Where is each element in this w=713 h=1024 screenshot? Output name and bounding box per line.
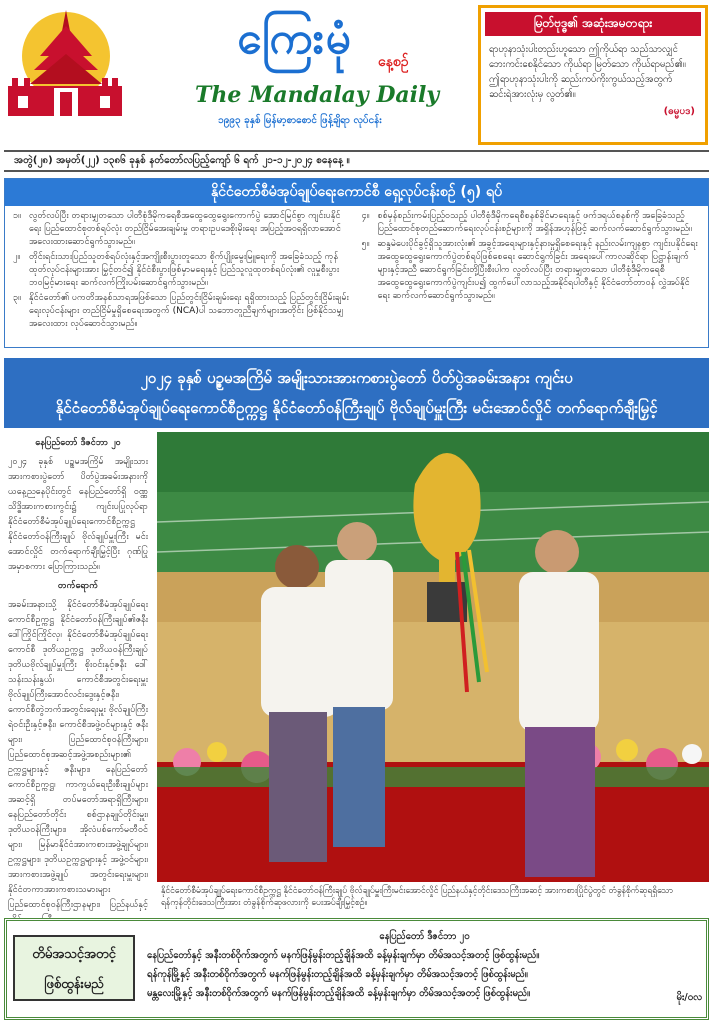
weather-row: မန္တလေးမြို့နှင့် အနီးတစ်ဝိုက်အတွက် မနက်ဖြန်မွန်းတည့်ချိန်အထိ ခန့်မှန်းချက်မှာ တိမ်အသင့်အတင့် ဖြစ်ထွန်းမည်။ (147, 988, 530, 999)
objective-item: ၂။ တိုင်းရင်းသားပြည်သူတစ်ရပ်လုံးနှင့်အကျိုးစီးပွားတူသော စိုက်ပျိုးမွေးမြူရေးကို အခြေခံသည့် ကုန်ထုတ်လုပ်ငန်းများအား မြှင့်တင်၍ နိုင်ငံစီးပွားဖြစ်မှာမရေးနှင့် ပြည်သူလူထုတစ်ရပ်လုံး၏ လူမှုစီးပွားဘဝမြင့်မားရေး ဆက်လက်ကြိုးပမ်းဆောင်ရွက်သွားမည်။ (13, 252, 340, 288)
person-middle (325, 522, 393, 847)
lead-article (4, 432, 152, 910)
buddha-teaching-box (478, 5, 708, 145)
weather-forecast-details (147, 927, 702, 1003)
article-paragraph: အခမ်းအနားသို့ နိုင်ငံတော်စီမံအုပ်ချုပ်ရေးကောင်စီဥက္ကဋ္ဌ နိုင်ငံတော်ဝန်ကြီးချုပ်၏ဇနီး ဒေါ်ကြိုင်ကြိုင်လှ၊ နိုင်ငံတော်စီမံအုပ်ချုပ်ရေးကောင်စီ ဒုတိယဥက္ကဋ္ဌ ဒုတိယဝန်ကြီးချုပ် ဒုတိယဗိုလ်ချုပ်မှူးကြီး စိုးဝင်းနှင့်ဇနီး ဒေါ်သန်းသန်းနွယ်၊ ကောင်စီအတွင်းရေးမှူး ဗိုလ်ချုပ်ကြီးအောင်လင်းဒွေးနှင့်ဇနီး၊ ကောင်စီတွဲဘက်အတွင်းရေးမှူး ဗိုလ်ချုပ်ကြီး ရဲဝင်းဦးနှင့်ဇနီး၊ ကောင်စီအဖွဲ့ဝင်များနှင့် ဇနီးများ၊ ပြည်ထောင်စုဝန်ကြီးများ၊ ပြည်ထောင်စုအဆင့်အဖွဲ့အစည်းများ၏ ဥက္ကဋ္ဌများနှင့် ဇနီးများ၊ နေပြည်တော်ကောင်စီဥက္ကဋ္ဌ၊ ကာကွယ်ရေးဦးစီးချုပ်များအဆင့်ရှိ တပ်မတော်အရာရှိကြီးများ၊ နေပြည်တော်တိုင်း စစ်ဌာနချုပ်တိုင်းမှူး၊ ဒုတိယဝန်ကြီးများ၊ အိုလံပစ်ကော်မတီဝင်များ၊ မြန်မာနိုင်ငံအားကစားအဖွဲ့ချုပ်များ၊ ဥက္ကဋ္ဌများ၊ ဒုတိယဥက္ကဋ္ဌများနှင့် အဖွဲ့ဝင်များ၊ အားကစားအဖွဲ့ချုပ် အတွင်းရေးမှူးများ၊ နိုင်ငံတကာအားကစားသမားများ ပြည်ထောင်စုဝန်ကြီးဌာနများ၊ ပြည်နယ်နှင့် (8, 600, 148, 910)
weather-row: နေပြည်တော်နှင့် အနီးတစ်ဝိုက်အတွက် မနက်ဖြန်မွန်းတည့်ချိန်အထိ ခန့်မှန်းချက်မှာ တိမ်အသင့်အတင့် ဖြစ်ထွန်းမည်။ (147, 950, 540, 961)
main-headline-line1: ၂၀၂၄ ခုနှစ် ပဉ္စမအကြိမ် အမျိုးသားအားကစားပွဲတော် ပိတ်ပွဲအခမ်းအနား ကျင်းပ (140, 369, 573, 387)
objectives-column-left (13, 210, 352, 333)
buddha-teaching-body: ရာဟုနာသုံးပါးတည်းဟူသော ဤကိုယ်ရာ သည်သာလျှင် ဘေးကင်းစေနိုင်သော ကိုယ်ရာ မြတ်သော ကိုယ်ရာမည်၏။ ဤရာဟုနာသုံးပါးကို ဆည်းကပ်ကိုးကွယ်သည့်အတွက် ဆင်းရဲအားလုံးမှ လွတ်၏။ (489, 44, 686, 100)
weather-code: မိုး/၀လ (676, 992, 702, 1003)
article-dateline: နေပြည်တော် ဒီဇင်ဘာ ၂၀ (35, 438, 121, 448)
objectives-box (4, 178, 709, 348)
person-right (519, 530, 599, 877)
weather-forecast-box (4, 918, 709, 1020)
newspaper-motto: ၁၉၉၃ ခုနှစ် မြန်မာ့စာစောင် ဖြန့်ချိရာ လုပ်ငန်း (218, 115, 382, 126)
trophy-ceremony-photo (157, 432, 709, 882)
weather-summary-line2: ဖြစ်ထွန်းမည် (44, 977, 104, 992)
issue-info-bar: အတွဲ(၂၈) အမှတ်(၂၂) ၁၃၈၆ ခုနှစ် နတ်တော်လပြည့်ကျော် ၆ ရက် ၂၁-၁၂-၂၀၂၄ စနေနေ့ ။ (4, 150, 709, 172)
main-headline-line2: နိုင်ငံတော်စီမံအုပ်ချုပ်ရေးကောင်စီဥက္ကဋ္ဌ နိုင်ငံတော်ဝန်ကြီးချုပ် ဗိုလ်ချုပ်မှူးကြီး မင်းအောင်လှိုင် တက်ရောက်ချီးမြှင့် (55, 399, 658, 417)
objective-item: ၁။ လွတ်လပ်ပြီး တရားမျှတသော ပါတီစုံဒီမိုကရေစီအထွေထွေရွေးကောက်ပွဲ အောင်မြင်စွာ ကျင်းပနိုင်ရေး ပြည်ထောင်စုတစ်ရပ်လုံး တည်ငြိမ်အေးချမ်းမှု တရားဥပဒေစိုးမိုးရေး အပြည့်အဝရရှိလာအောင် အလေးထားဆောင်ရွက်သွားမည်။ (13, 211, 341, 247)
article-subheading: တက်ရောက် (57, 581, 99, 591)
objective-item: ၃။ နိုင်ငံတော်၏ ပကတိအနစ်သာရအဖြစ်သော ပြည်တွင်းငြိမ်းချမ်းရေး ရရှိထားသည့် ပြည်တွင်းငြိမ်းချမ်းရေးလုပ်ငန်းများ တည်ငြိမ်မှုရှိစေရေးအတွက် (NCA)ပါ သဘောတူညီချက်များအတိုင်း ဖြစ်နိုင်သမျှ အလေးထား လုပ်ဆောင်သွားမည်။ (13, 293, 349, 329)
weather-summary-box (13, 935, 135, 1001)
newspaper-english-title: The Mandalay Daily (195, 82, 440, 108)
objective-item: ၅။ ဆန္ဒမဲပေးပိုင်ခွင့်ရှိသူအားလုံး၏ အခွင့်အရေးများနှင့်နားမှုရှိစေရေးနှင့် နည်းလမ်းကျနစွာ ကျင်းပနိုင်ရေး အထွေထွေရွေးကောက်ပွဲတစ်ရပ်ဖြစ်စေရေး ဆောင်ရွက်ခြင်း အရေးပေါ်ကာလဆိုင်ရာ ပြဋ္ဌာန်းချက်များနှင့်အညီ ဆောင်ရွက်ခြင်းတို့ပြီးစီးပါက လွတ်လပ်ပြီး တရားမျှတသော ပါတီစုံဒီမိုကရေစီ အထွေထွေရွေးကောက်ပွဲကျင်းပ၍ ထွက်ပေါ်လာသည့်အနိုင်ရပါတီနှင့် နိုင်ငံတော်တာဝန် လွှဲအပ်နိုင်ရေး ဆက်လက်ဆောင်ရွက်သွားမည်။ (361, 239, 698, 301)
weather-summary-line1: တိမ်အသင့်အတင့် (32, 947, 116, 962)
masthead (0, 0, 713, 150)
weather-dateline: နေပြည်တော် ဒီဇင်ဘာ ၂၀ (379, 931, 470, 942)
objectives-banner: နိုင်ငံတော်စီမံအုပ်ချုပ်ရေးကောင်စီ ရှေ့လုပ်ငန်းစဉ် (၅) ရပ် (5, 179, 708, 206)
palace-pagoda-logo-icon (4, 6, 122, 118)
weather-row: ရန်ကုန်မြို့နှင့် အနီးတစ်ဝိုက်အတွက် မနက်ဖြန်မွန်းတည့်ချိန်အထိ ခန့်မှန်းချက်မှာ တိမ်အသင့်အတင့် ဖြစ်ထွန်းမည်။ (147, 969, 528, 980)
main-headline-banner (4, 358, 709, 428)
newspaper-title: ကြေးမုံ (237, 13, 353, 64)
objective-item: ၄။ စစ်မှန်စည်းကမ်းပြည့်ဝသည့် ပါတီစုံဒီမိုကရေစီစနစ်ခိုင်မာရေးနှင့် ဖက်ဒရယ်စနစ်ကို အခြေခံသည့် ပြည်ထောင်စုတည်ဆောက်ရေးလုပ်ငန်းစဉ်များကို အရှိန်အဟုန်ဖြင့် ဆက်လက်ဆောင်ရွက်သွားမည်။ (361, 211, 692, 234)
objectives-column-right (362, 210, 701, 333)
photo-caption: နိုင်ငံတော်စီမံအုပ်ချုပ်ရေးကောင်စီဥက္ကဋ္ဌ နိုင်ငံတော်ဝန်ကြီးချုပ် ဗိုလ်ချုပ်မှူးကြီးမင်းအောင်လှိုင် ပြည်နယ်နှင့်တိုင်းဒေသကြီးအဆင့် အားကစားပြိုင်ပွဲတွင် တံခွန်စိုက်ဆုရရှိသော ရန်ကုန်တိုင်းဒေသကြီးအား တံခွန်စိုက်ဆုဖလားကို ပေးအပ်ချီးမြှင့်စဉ်။ (161, 886, 674, 908)
buddha-teaching-heading: မြတ်ဗုဒ္ဓ၏ အဆုံးအမတရား (485, 12, 701, 36)
article-paragraph: ၂၀၂၄ ခုနှစ် ပဉ္စမအကြိမ် အမျိုးသားအားကစားပွဲတော် ပိတ်ပွဲအခမ်းအနားကို ယနေ့ညနေပိုင်းတွင် နေပြည်တော်ရှိ ဝဏ္ဏသိဒ္ဓိအားကစားကွင်း၌ ကျင်းပပြုလုပ်ရာ နိုင်ငံတော်စီမံအုပ်ချုပ်ရေးကောင်စီဥက္ကဋ္ဌ နိုင်ငံတော်ဝန်ကြီးချုပ် ဗိုလ်ချုပ်မှူးကြီး မင်းအောင်လှိုင် တက်ရောက်ချီးမြှင့်ပြီး ဂုဏ်ပြုအမှာစကား ပြောကြားသည်။ (8, 457, 148, 572)
buddha-teaching-source: (ဓမ္မပဒ) (663, 106, 695, 117)
ceremony-photo-illustration (157, 432, 709, 882)
newspaper-subtitle: နေ့စဉ် (378, 54, 409, 70)
